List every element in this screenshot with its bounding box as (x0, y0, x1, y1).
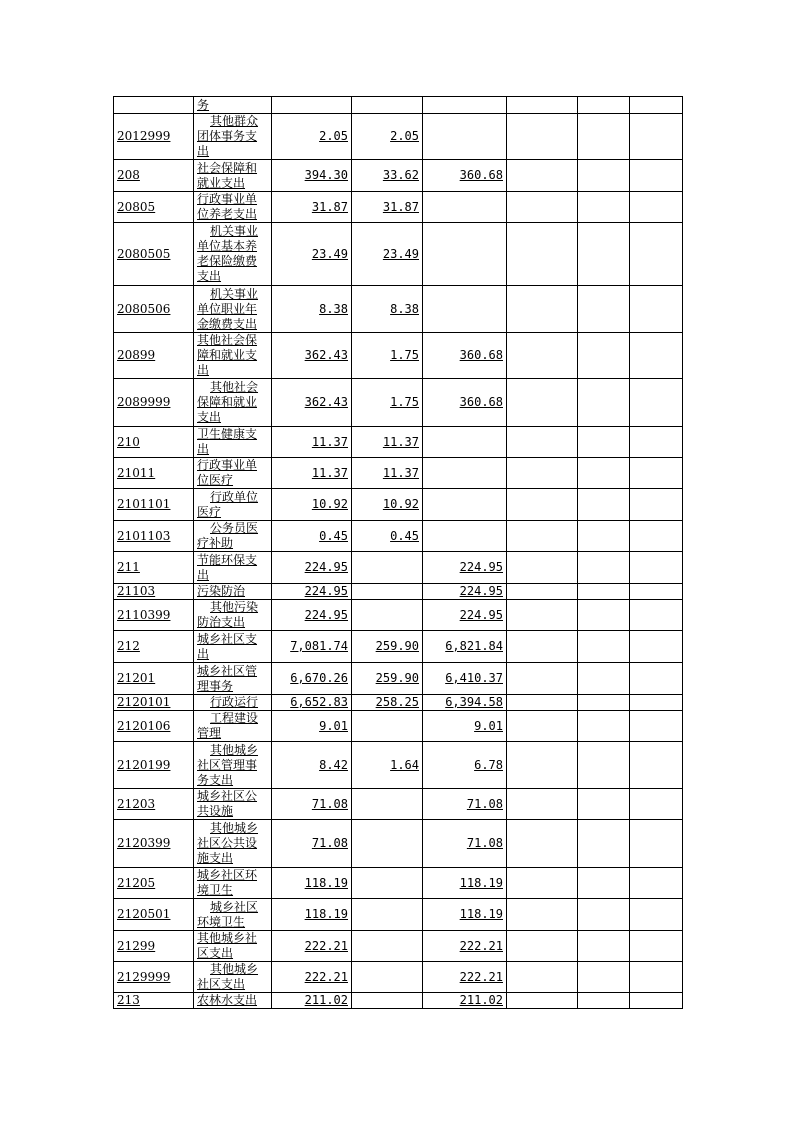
total-amount-cell: 118.19 (272, 899, 352, 931)
project-expenditure-cell (423, 114, 507, 160)
table-row (114, 820, 683, 868)
subject-code-cell: 2089999 (114, 379, 194, 427)
subject-name-cell: 行政单位医疗 (194, 489, 272, 521)
total-amount-cell: 2.05 (272, 114, 352, 160)
table-row (114, 899, 683, 931)
empty-cell (578, 379, 630, 427)
empty-cell (507, 899, 578, 931)
table-row (114, 379, 683, 427)
empty-cell (578, 663, 630, 695)
subject-code-cell: 2120501 (114, 899, 194, 931)
subject-code-cell: 2129999 (114, 962, 194, 993)
subject-code-cell: 2101103 (114, 521, 194, 552)
subject-code-cell: 2101101 (114, 489, 194, 521)
subject-name-cell: 污染防治 (194, 584, 272, 600)
basic-expenditure-cell (352, 962, 423, 993)
table-row (114, 993, 683, 1009)
subject-name-cell: 其他社会保障和就业支出 (194, 333, 272, 379)
total-amount-cell: 118.19 (272, 868, 352, 899)
subject-code-cell: 212 (114, 631, 194, 663)
empty-cell (578, 114, 630, 160)
basic-expenditure-cell: 33.62 (352, 160, 423, 192)
empty-cell (630, 899, 683, 931)
total-amount-cell: 10.92 (272, 489, 352, 521)
empty-cell (630, 663, 683, 695)
total-amount-cell: 211.02 (272, 993, 352, 1009)
basic-expenditure-cell (352, 868, 423, 899)
total-amount-cell: 8.38 (272, 286, 352, 333)
project-expenditure-cell: 224.95 (423, 600, 507, 631)
basic-expenditure-cell: 1.75 (352, 379, 423, 427)
empty-cell (507, 192, 578, 223)
table-row (114, 458, 683, 489)
empty-cell (507, 962, 578, 993)
project-expenditure-cell: 222.21 (423, 931, 507, 962)
total-amount-cell: 8.42 (272, 742, 352, 789)
subject-code-cell: 211 (114, 552, 194, 584)
table-row (114, 427, 683, 458)
empty-cell (507, 993, 578, 1009)
subject-name-cell: 公务员医疗补助 (194, 521, 272, 552)
total-amount-cell: 71.08 (272, 789, 352, 820)
basic-expenditure-cell: 10.92 (352, 489, 423, 521)
empty-cell (578, 552, 630, 584)
table-row (114, 160, 683, 192)
empty-cell (578, 600, 630, 631)
basic-expenditure-cell (352, 552, 423, 584)
total-amount-cell: 6,670.26 (272, 663, 352, 695)
basic-expenditure-cell (352, 899, 423, 931)
empty-cell (578, 820, 630, 868)
subject-name-cell: 务 (194, 97, 272, 114)
subject-code-cell: 2110399 (114, 600, 194, 631)
basic-expenditure-cell (352, 97, 423, 114)
subject-code-cell: 2120399 (114, 820, 194, 868)
subject-code-cell: 21103 (114, 584, 194, 600)
basic-expenditure-cell: 11.37 (352, 427, 423, 458)
project-expenditure-cell (423, 458, 507, 489)
empty-cell (630, 552, 683, 584)
table-row (114, 631, 683, 663)
total-amount-cell: 222.21 (272, 962, 352, 993)
table-row (114, 742, 683, 789)
subject-name-cell: 城乡社区公共设施 (194, 789, 272, 820)
project-expenditure-cell (423, 223, 507, 286)
subject-code-cell: 210 (114, 427, 194, 458)
empty-cell (507, 160, 578, 192)
empty-cell (578, 521, 630, 552)
empty-cell (578, 286, 630, 333)
empty-cell (630, 521, 683, 552)
basic-expenditure-cell (352, 711, 423, 742)
table-row (114, 868, 683, 899)
project-expenditure-cell: 6,410.37 (423, 663, 507, 695)
empty-cell (507, 711, 578, 742)
total-amount-cell: 0.45 (272, 521, 352, 552)
basic-expenditure-cell: 1.75 (352, 333, 423, 379)
basic-expenditure-cell (352, 584, 423, 600)
empty-cell (578, 584, 630, 600)
empty-cell (630, 97, 683, 114)
empty-cell (507, 789, 578, 820)
subject-code-cell: 2080505 (114, 223, 194, 286)
project-expenditure-cell: 224.95 (423, 552, 507, 584)
empty-cell (507, 379, 578, 427)
empty-cell (578, 489, 630, 521)
subject-name-cell: 行政事业单位养老支出 (194, 192, 272, 223)
empty-cell (578, 711, 630, 742)
subject-name-cell: 机关事业单位职业年金缴费支出 (194, 286, 272, 333)
project-expenditure-cell (423, 521, 507, 552)
subject-name-cell: 城乡社区环境卫生 (194, 899, 272, 931)
empty-cell (507, 663, 578, 695)
subject-code-cell: 2120106 (114, 711, 194, 742)
table-row (114, 114, 683, 160)
basic-expenditure-cell (352, 820, 423, 868)
project-expenditure-cell: 222.21 (423, 962, 507, 993)
project-expenditure-cell (423, 286, 507, 333)
total-amount-cell: 362.43 (272, 333, 352, 379)
project-expenditure-cell: 360.68 (423, 333, 507, 379)
project-expenditure-cell: 118.19 (423, 899, 507, 931)
basic-expenditure-cell: 259.90 (352, 631, 423, 663)
subject-name-cell: 城乡社区管理事务 (194, 663, 272, 695)
empty-cell (630, 742, 683, 789)
basic-expenditure-cell (352, 931, 423, 962)
empty-cell (630, 931, 683, 962)
subject-name-cell: 农林水支出 (194, 993, 272, 1009)
budget-table (113, 96, 683, 1009)
basic-expenditure-cell: 0.45 (352, 521, 423, 552)
basic-expenditure-cell: 23.49 (352, 223, 423, 286)
total-amount-cell: 9.01 (272, 711, 352, 742)
table-row (114, 97, 683, 114)
project-expenditure-cell: 6.78 (423, 742, 507, 789)
empty-cell (630, 489, 683, 521)
subject-name-cell: 行政事业单位医疗 (194, 458, 272, 489)
table-row (114, 711, 683, 742)
empty-cell (507, 223, 578, 286)
empty-cell (630, 695, 683, 711)
subject-name-cell: 机关事业单位基本养老保险缴费支出 (194, 223, 272, 286)
empty-cell (630, 427, 683, 458)
empty-cell (630, 584, 683, 600)
basic-expenditure-cell (352, 993, 423, 1009)
subject-code-cell: 213 (114, 993, 194, 1009)
empty-cell (507, 552, 578, 584)
empty-cell (578, 789, 630, 820)
subject-code-cell: 2012999 (114, 114, 194, 160)
empty-cell (507, 97, 578, 114)
empty-cell (630, 962, 683, 993)
empty-cell (507, 695, 578, 711)
empty-cell (507, 820, 578, 868)
empty-cell (630, 631, 683, 663)
subject-name-cell: 节能环保支出 (194, 552, 272, 584)
subject-code-cell: 2120199 (114, 742, 194, 789)
table-row (114, 286, 683, 333)
table-row (114, 931, 683, 962)
table-row (114, 552, 683, 584)
empty-cell (630, 192, 683, 223)
project-expenditure-cell: 360.68 (423, 160, 507, 192)
empty-cell (578, 333, 630, 379)
total-amount-cell: 224.95 (272, 584, 352, 600)
empty-cell (507, 584, 578, 600)
subject-code-cell: 20899 (114, 333, 194, 379)
subject-name-cell: 卫生健康支出 (194, 427, 272, 458)
empty-cell (630, 868, 683, 899)
empty-cell (578, 931, 630, 962)
table-row (114, 695, 683, 711)
table-row (114, 663, 683, 695)
empty-cell (507, 114, 578, 160)
empty-cell (578, 192, 630, 223)
empty-cell (578, 868, 630, 899)
subject-code-cell: 20805 (114, 192, 194, 223)
subject-name-cell: 其他群众团体事务支出 (194, 114, 272, 160)
subject-name-cell: 社会保障和就业支出 (194, 160, 272, 192)
subject-name-cell: 工程建设管理 (194, 711, 272, 742)
total-amount-cell: 71.08 (272, 820, 352, 868)
table-row (114, 600, 683, 631)
empty-cell (507, 427, 578, 458)
subject-name-cell: 行政运行 (194, 695, 272, 711)
empty-cell (630, 379, 683, 427)
subject-code-cell: 2120101 (114, 695, 194, 711)
basic-expenditure-cell (352, 789, 423, 820)
project-expenditure-cell: 9.01 (423, 711, 507, 742)
subject-name-cell: 其他城乡社区支出 (194, 962, 272, 993)
empty-cell (578, 427, 630, 458)
total-amount-cell: 7,081.74 (272, 631, 352, 663)
empty-cell (630, 600, 683, 631)
total-amount-cell: 362.43 (272, 379, 352, 427)
total-amount-cell (272, 97, 352, 114)
subject-code-cell: 21203 (114, 789, 194, 820)
table-row (114, 223, 683, 286)
project-expenditure-cell: 71.08 (423, 820, 507, 868)
subject-name-cell: 其他城乡社区支出 (194, 931, 272, 962)
empty-cell (507, 868, 578, 899)
empty-cell (507, 489, 578, 521)
empty-cell (630, 160, 683, 192)
basic-expenditure-cell: 258.25 (352, 695, 423, 711)
table-row (114, 789, 683, 820)
empty-cell (630, 286, 683, 333)
project-expenditure-cell: 6,394.58 (423, 695, 507, 711)
empty-cell (578, 160, 630, 192)
subject-code-cell: 21201 (114, 663, 194, 695)
total-amount-cell: 224.95 (272, 600, 352, 631)
empty-cell (630, 789, 683, 820)
project-expenditure-cell: 6,821.84 (423, 631, 507, 663)
basic-expenditure-cell: 2.05 (352, 114, 423, 160)
total-amount-cell: 31.87 (272, 192, 352, 223)
basic-expenditure-cell: 31.87 (352, 192, 423, 223)
project-expenditure-cell: 71.08 (423, 789, 507, 820)
project-expenditure-cell (423, 427, 507, 458)
subject-code-cell: 208 (114, 160, 194, 192)
basic-expenditure-cell: 1.64 (352, 742, 423, 789)
total-amount-cell: 11.37 (272, 427, 352, 458)
empty-cell (507, 742, 578, 789)
table-row (114, 333, 683, 379)
total-amount-cell: 23.49 (272, 223, 352, 286)
subject-code-cell: 21011 (114, 458, 194, 489)
empty-cell (507, 600, 578, 631)
subject-name-cell: 城乡社区环境卫生 (194, 868, 272, 899)
project-expenditure-cell (423, 489, 507, 521)
basic-expenditure-cell: 8.38 (352, 286, 423, 333)
empty-cell (578, 742, 630, 789)
empty-cell (507, 631, 578, 663)
empty-cell (507, 286, 578, 333)
empty-cell (578, 223, 630, 286)
project-expenditure-cell: 118.19 (423, 868, 507, 899)
table-row (114, 192, 683, 223)
empty-cell (630, 458, 683, 489)
empty-cell (507, 931, 578, 962)
empty-cell (507, 458, 578, 489)
subject-code-cell: 21299 (114, 931, 194, 962)
basic-expenditure-cell: 11.37 (352, 458, 423, 489)
project-expenditure-cell (423, 97, 507, 114)
empty-cell (578, 97, 630, 114)
subject-name-cell: 城乡社区支出 (194, 631, 272, 663)
project-expenditure-cell: 211.02 (423, 993, 507, 1009)
subject-code-cell: 21205 (114, 868, 194, 899)
total-amount-cell: 224.95 (272, 552, 352, 584)
project-expenditure-cell: 360.68 (423, 379, 507, 427)
total-amount-cell: 222.21 (272, 931, 352, 962)
empty-cell (578, 631, 630, 663)
empty-cell (578, 899, 630, 931)
table-row (114, 521, 683, 552)
empty-cell (507, 521, 578, 552)
project-expenditure-cell: 224.95 (423, 584, 507, 600)
subject-name-cell: 其他社会保障和就业支出 (194, 379, 272, 427)
table-body (114, 97, 683, 1009)
subject-code-cell: 2080506 (114, 286, 194, 333)
project-expenditure-cell (423, 192, 507, 223)
empty-cell (630, 333, 683, 379)
subject-name-cell: 其他城乡社区公共设施支出 (194, 820, 272, 868)
total-amount-cell: 11.37 (272, 458, 352, 489)
total-amount-cell: 394.30 (272, 160, 352, 192)
basic-expenditure-cell (352, 600, 423, 631)
empty-cell (630, 114, 683, 160)
table-row (114, 489, 683, 521)
empty-cell (578, 993, 630, 1009)
subject-name-cell: 其他污染防治支出 (194, 600, 272, 631)
empty-cell (630, 223, 683, 286)
total-amount-cell: 6,652.83 (272, 695, 352, 711)
subject-name-cell: 其他城乡社区管理事务支出 (194, 742, 272, 789)
empty-cell (630, 820, 683, 868)
empty-cell (630, 993, 683, 1009)
table-row (114, 962, 683, 993)
basic-expenditure-cell: 259.90 (352, 663, 423, 695)
subject-code-cell (114, 97, 194, 114)
empty-cell (630, 711, 683, 742)
empty-cell (578, 695, 630, 711)
empty-cell (507, 333, 578, 379)
empty-cell (578, 458, 630, 489)
empty-cell (578, 962, 630, 993)
table-row (114, 584, 683, 600)
